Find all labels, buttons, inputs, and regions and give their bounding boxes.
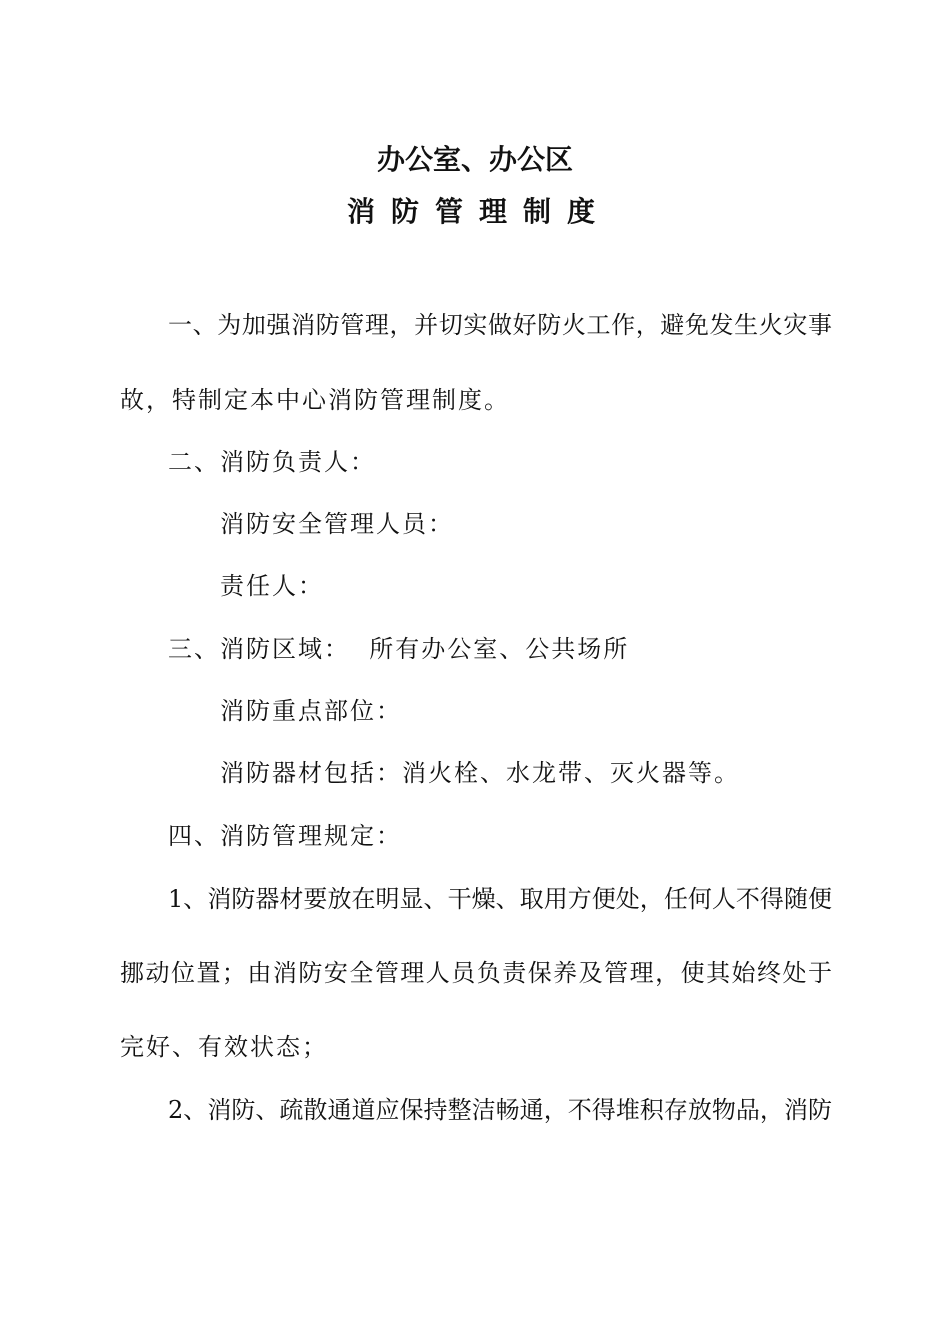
section-2-heading: 二、消防负责人： [168, 448, 376, 476]
section-4-heading: 四、消防管理规定： [168, 822, 402, 850]
equipment-line: 消防器材包括：消火栓、水龙带、灭火器等。 [220, 759, 740, 787]
document-title-line1: 办公室、办公区 [376, 143, 573, 176]
rule-1-line-2: 挪动位置；由消防安全管理人员负责保养及管理，使其始终处于 [120, 959, 832, 987]
document-title-line2: 消防管理制度 [346, 195, 611, 228]
key-areas-line: 消防重点部位： [220, 697, 402, 725]
section-3-heading: 三、消防区域： 所有办公室、公共场所 [168, 635, 630, 663]
rule-1-line-3: 完好、有效状态； [120, 1033, 328, 1061]
fire-safety-manager-line: 消防安全管理人员： [220, 510, 454, 538]
rule-1-line-1: 1、消防器材要放在明显、干燥、取用方便处，任何人不得随便 [168, 885, 832, 913]
paragraph-1-line-2: 故，特制定本中心消防管理制度。 [120, 386, 510, 414]
rule-2-line-1: 2、消防、疏散通道应保持整洁畅通，不得堆积存放物品，消防 [168, 1096, 832, 1124]
responsible-person-line: 责任人： [220, 572, 324, 600]
paragraph-1-line-1: 一、为加强消防管理，并切实做好防火工作，避免发生火灾事 [168, 311, 832, 339]
